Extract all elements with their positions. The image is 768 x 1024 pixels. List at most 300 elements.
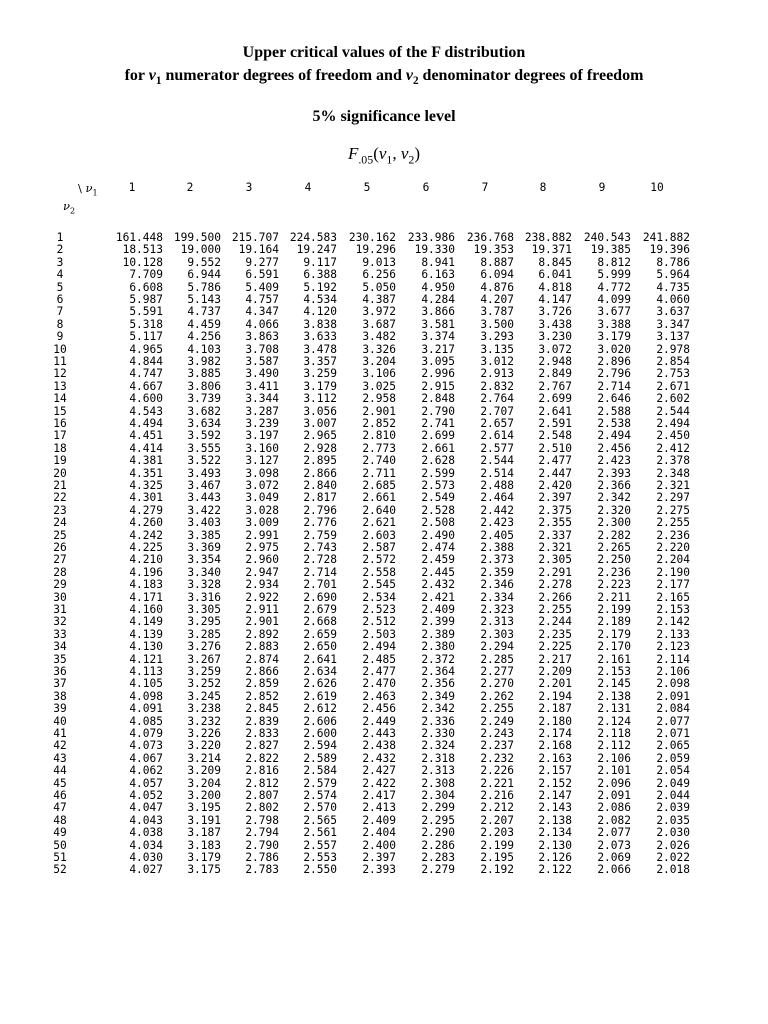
table-cell: 2.817	[303, 491, 337, 505]
row-label: 41	[53, 727, 67, 740]
table-cell: 2.283	[421, 851, 455, 864]
row-label: 28	[53, 565, 67, 579]
table-cell: 2.423	[480, 516, 514, 530]
table-cell: 2.372	[421, 652, 455, 666]
table-cell: 2.523	[362, 603, 396, 616]
row-label: 26	[53, 541, 67, 554]
table-cell: 2.294	[480, 640, 514, 654]
table-cell: 3.500	[480, 317, 514, 331]
table-cell: 2.255	[538, 603, 572, 616]
table-cell: 2.265	[597, 541, 631, 554]
table-cell: 2.412	[656, 441, 690, 455]
table-cell: 3.179	[597, 330, 631, 344]
table-cell: 4.034	[129, 838, 163, 852]
table-cell: 2.854	[656, 355, 690, 368]
table-cell: 4.207	[480, 293, 514, 306]
table-cell: 2.130	[538, 838, 572, 852]
table-cell: 2.928	[303, 441, 337, 455]
table-cell: 3.195	[187, 801, 221, 815]
table-cell: 2.221	[480, 776, 514, 790]
table-cell: 2.798	[245, 813, 279, 827]
table-title	[0, 44, 768, 62]
table-cell: 4.325	[129, 479, 163, 492]
table-cell: 2.978	[656, 342, 690, 356]
row-label: 51	[53, 851, 67, 864]
table-cell: 2.225	[538, 640, 572, 654]
table-cell: 2.641	[538, 404, 572, 418]
row-label: 25	[53, 528, 67, 542]
table-cell: 2.810	[362, 429, 396, 443]
table-cell: 2.614	[480, 429, 514, 443]
table-cell: 215.707	[231, 231, 279, 244]
table-cell: 4.105	[129, 677, 163, 691]
table-cell: 233.986	[407, 231, 455, 244]
table-cell: 2.427	[362, 764, 396, 778]
table-cell: 4.183	[129, 578, 163, 592]
table-cell: 2.349	[421, 689, 455, 703]
table-cell: 2.400	[362, 838, 396, 852]
table-cell: 4.459	[187, 317, 221, 331]
table-cell: 2.947	[245, 565, 279, 579]
table-cell: 2.612	[303, 702, 337, 716]
table-cell: 4.965	[129, 342, 163, 356]
row-label: 29	[53, 578, 67, 592]
table-cell: 4.030	[129, 851, 163, 864]
table-cell: 4.667	[129, 379, 163, 393]
table-cell: 2.534	[362, 590, 396, 604]
table-cell: 2.423	[597, 454, 631, 468]
table-cell: 2.619	[303, 689, 337, 703]
table-cell: 4.757	[245, 293, 279, 306]
table-cell: 3.739	[187, 392, 221, 406]
table-cell: 4.149	[129, 615, 163, 629]
table-cell: 5.999	[597, 268, 631, 282]
table-cell: 4.062	[129, 764, 163, 778]
row-label: 42	[53, 739, 67, 753]
table-cell: 4.171	[129, 590, 163, 604]
row-label: 34	[53, 640, 67, 654]
table-cell: 4.085	[129, 714, 163, 728]
table-cell: 2.840	[303, 479, 337, 492]
table-cell: 2.421	[421, 590, 455, 604]
table-cell: 2.417	[362, 789, 396, 802]
table-cell: 2.996	[421, 367, 455, 381]
row-label: 9	[56, 330, 64, 344]
table-cell: 2.991	[245, 528, 279, 542]
table-cell: 2.714	[303, 565, 337, 579]
table-cell: 3.687	[362, 317, 396, 331]
table-cell: 2.783	[245, 863, 279, 877]
table-cell: 5.786	[187, 280, 221, 294]
table-cell: 2.324	[421, 739, 455, 753]
table-cell: 2.668	[303, 615, 337, 629]
table-cell: 2.807	[245, 789, 279, 802]
row-label: 35	[53, 652, 67, 666]
table-cell: 2.282	[597, 528, 631, 542]
table-cell: 3.326	[362, 342, 396, 356]
table-cell: 3.209	[187, 764, 221, 778]
row-label: 4	[56, 268, 64, 282]
table-cell: 230.162	[348, 231, 396, 244]
table-cell: 2.194	[538, 689, 572, 703]
table-cell: 2.278	[538, 578, 572, 592]
table-cell: 2.114	[656, 652, 690, 666]
table-cell: 2.266	[538, 590, 572, 604]
table-cell: 4.818	[538, 280, 572, 294]
table-cell: 2.277	[480, 665, 514, 678]
table-cell: 3.098	[245, 466, 279, 480]
table-cell: 6.163	[421, 268, 455, 282]
table-cell: 2.634	[303, 665, 337, 678]
table-cell: 2.679	[303, 603, 337, 616]
row-label: 1	[56, 231, 64, 244]
table-cell: 2.958	[362, 392, 396, 406]
table-cell: 10.128	[122, 255, 163, 269]
table-cell: 4.534	[303, 293, 337, 306]
table-cell: 2.822	[245, 751, 279, 765]
table-cell: 3.226	[187, 727, 221, 740]
table-cell: 2.960	[245, 553, 279, 567]
table-cell: 3.197	[245, 429, 279, 443]
table-cell: 2.054	[656, 764, 690, 778]
table-cell: 3.347	[656, 317, 690, 331]
table-cell: 3.245	[187, 689, 221, 703]
table-cell: 6.591	[245, 268, 279, 282]
table-cell: 236.768	[466, 231, 514, 244]
table-cell: 5.050	[362, 280, 396, 294]
table-cell: 2.026	[656, 838, 690, 852]
table-cell: 2.584	[303, 764, 337, 778]
table-cell: 3.232	[187, 714, 221, 728]
row-label: 33	[53, 627, 67, 641]
table-cell: 2.286	[421, 838, 455, 852]
table-cell: 4.387	[362, 293, 396, 306]
table-cell: 2.420	[538, 479, 572, 492]
table-cell: 3.230	[538, 330, 572, 344]
table-cell: 3.056	[303, 404, 337, 418]
table-cell: 2.570	[303, 801, 337, 815]
table-cell: 2.389	[421, 627, 455, 641]
table-cell: 2.606	[303, 714, 337, 728]
table-cell: 2.690	[303, 590, 337, 604]
table-cell: 2.255	[480, 702, 514, 716]
table-cell: 2.588	[597, 404, 631, 418]
table-cell: 3.217	[421, 342, 455, 356]
table-cell: 2.714	[597, 379, 631, 393]
table-cell: 3.049	[245, 491, 279, 505]
table-cell: 3.179	[303, 379, 337, 393]
table-cell: 2.767	[538, 379, 572, 393]
table-cell: 4.747	[129, 367, 163, 381]
row-label: 27	[53, 553, 67, 567]
table-cell: 2.285	[480, 652, 514, 666]
table-cell: 3.160	[245, 441, 279, 455]
table-cell: 5.117	[129, 330, 163, 344]
table-cell: 4.139	[129, 627, 163, 641]
table-cell: 2.356	[421, 677, 455, 691]
row-label: 7	[56, 305, 64, 319]
table-cell: 19.396	[649, 243, 690, 257]
table-cell: 6.388	[303, 268, 337, 282]
table-cell: 2.488	[480, 479, 514, 492]
table-cell: 4.043	[129, 813, 163, 827]
table-cell: 2.508	[421, 516, 455, 530]
table-cell: 2.118	[597, 727, 631, 740]
table-cell: 2.549	[421, 491, 455, 505]
formula-label: $F_{.05}(\nu_1$, $\nu_2$)	[347, 144, 421, 167]
column-header: 4	[304, 181, 312, 194]
row-label: 43	[53, 751, 67, 765]
table-cell: 2.602	[656, 392, 690, 406]
table-cell: 2.177	[656, 578, 690, 592]
table-cell: 2.168	[538, 739, 572, 753]
table-cell: 2.896	[597, 355, 631, 368]
table-cell: 2.796	[597, 367, 631, 381]
table-cell: 8.941	[421, 255, 455, 269]
table-cell: 19.247	[296, 243, 337, 257]
table-cell: 2.049	[656, 776, 690, 790]
table-cell: 2.346	[480, 578, 514, 592]
table-cell: 2.204	[656, 553, 690, 567]
table-cell: 2.035	[656, 813, 690, 827]
table-cell: 3.438	[538, 317, 572, 331]
table-cell: 2.557	[303, 838, 337, 852]
table-cell: 2.699	[421, 429, 455, 443]
table-cell: 2.297	[656, 491, 690, 505]
table-cell: 2.153	[597, 665, 631, 678]
row-label: 14	[53, 392, 67, 406]
table-cell: 9.013	[362, 255, 396, 269]
table-cell: 2.591	[538, 417, 572, 430]
table-cell: 2.237	[480, 739, 514, 753]
table-cell: 2.827	[245, 739, 279, 753]
table-cell: 3.191	[187, 813, 221, 827]
table-cell: 2.589	[303, 751, 337, 765]
table-cell: 3.592	[187, 429, 221, 443]
table-cell: 3.522	[187, 454, 221, 468]
table-cell: 3.340	[187, 565, 221, 579]
table-cell: 8.887	[480, 255, 514, 269]
table-cell: 2.223	[597, 578, 631, 592]
table-cell: 2.599	[421, 466, 455, 480]
column-header: 1	[128, 181, 136, 194]
table-cell: 2.375	[538, 503, 572, 517]
table-cell: 4.279	[129, 503, 163, 517]
table-cell: 4.147	[538, 293, 572, 306]
row-label: 2	[56, 243, 64, 257]
table-cell: 2.512	[362, 615, 396, 629]
table-cell: 2.773	[362, 441, 396, 455]
table-cell: 2.091	[656, 689, 690, 703]
table-cell: 4.737	[187, 305, 221, 319]
table-cell: 199.500	[173, 231, 221, 244]
table-cell: 2.558	[362, 565, 396, 579]
table-cell: 2.308	[421, 776, 455, 790]
table-cell: 4.160	[129, 603, 163, 616]
column-header: 9	[598, 181, 606, 194]
table-cell: 3.385	[187, 528, 221, 542]
table-cell: 2.071	[656, 727, 690, 740]
table-cell: 2.707	[480, 404, 514, 418]
table-cell: 2.152	[538, 776, 572, 790]
table-cell: 2.538	[597, 417, 631, 430]
table-cell: 4.079	[129, 727, 163, 740]
row-label: 11	[53, 355, 67, 368]
table-cell: 3.403	[187, 516, 221, 530]
table-cell: 3.072	[245, 479, 279, 492]
table-cell: 3.677	[597, 305, 631, 319]
table-cell: 2.342	[597, 491, 631, 505]
table-cell: 3.007	[303, 417, 337, 430]
table-cell: 3.252	[187, 677, 221, 691]
table-cell: 4.256	[187, 330, 221, 344]
table-cell: 2.965	[303, 429, 337, 443]
table-cell: 2.474	[421, 541, 455, 554]
table-cell: 2.022	[656, 851, 690, 864]
nu-symbol: ν	[148, 67, 156, 84]
table-cell: 4.067	[129, 751, 163, 765]
table-cell: 224.583	[289, 231, 337, 244]
table-cell: 2.318	[421, 751, 455, 765]
table-cell: 2.477	[362, 665, 396, 678]
table-cell: 3.135	[480, 342, 514, 356]
table-cell: 2.849	[538, 367, 572, 381]
table-cell: 2.740	[362, 454, 396, 468]
table-cell: 2.179	[597, 627, 631, 641]
table-cell: 3.637	[656, 305, 690, 319]
table-cell: 3.025	[362, 379, 396, 393]
table-cell: 2.086	[597, 801, 631, 815]
table-cell: 2.106	[597, 751, 631, 765]
row-label: 12	[53, 367, 67, 381]
table-cell: 3.183	[187, 838, 221, 852]
table-cell: 8.786	[656, 255, 690, 269]
table-cell: 2.866	[303, 466, 337, 480]
table-cell: 4.876	[480, 280, 514, 294]
table-cell: 3.388	[597, 317, 631, 331]
table-cell: 2.187	[538, 702, 572, 716]
table-cell: 4.414	[129, 441, 163, 455]
table-cell: 2.147	[538, 789, 572, 802]
table-cell: 2.270	[480, 677, 514, 691]
table-cell: 4.600	[129, 392, 163, 406]
table-cell: 3.493	[187, 466, 221, 480]
table-cell: 6.608	[129, 280, 163, 294]
table-cell: 2.203	[480, 826, 514, 840]
table-cell: 3.555	[187, 441, 221, 455]
table-cell: 2.573	[421, 479, 455, 492]
table-cell: 4.052	[129, 789, 163, 802]
table-cell: 2.561	[303, 826, 337, 840]
table-cell: 3.287	[245, 404, 279, 418]
table-cell: 3.175	[187, 863, 221, 877]
table-cell: 3.374	[421, 330, 455, 344]
table-cell: 2.432	[421, 578, 455, 592]
table-cell: 2.217	[538, 652, 572, 666]
table-cell: 2.852	[245, 689, 279, 703]
table-cell: 2.096	[597, 776, 631, 790]
table-cell: 2.948	[538, 355, 572, 368]
table-cell: 19.385	[590, 243, 631, 257]
table-cell: 2.913	[480, 367, 514, 381]
table-cell: 2.671	[656, 379, 690, 393]
table-cell: 2.553	[303, 851, 337, 864]
row-label: 3	[56, 255, 64, 269]
row-label: 47	[53, 801, 67, 815]
table-cell: 2.337	[538, 528, 572, 542]
row-label: 21	[53, 479, 67, 492]
table-cell: 4.098	[129, 689, 163, 703]
table-cell: 3.293	[480, 330, 514, 344]
table-cell: 3.866	[421, 305, 455, 319]
table-cell: 2.833	[245, 727, 279, 740]
row-label: 48	[53, 813, 67, 827]
table-cell: 2.393	[362, 863, 396, 877]
table-cell: 4.451	[129, 429, 163, 443]
nu-symbol: ν	[405, 67, 413, 84]
table-cell: 2.145	[597, 677, 631, 691]
table-cell: 2.290	[421, 826, 455, 840]
table-cell: 2.646	[597, 392, 631, 406]
table-cell: 3.982	[187, 355, 221, 368]
table-cell: 2.832	[480, 379, 514, 393]
table-cell: 2.514	[480, 466, 514, 480]
table-cell: 2.845	[245, 702, 279, 716]
table-cell: 3.708	[245, 342, 279, 356]
table-cell: 3.305	[187, 603, 221, 616]
table-cell: 2.364	[421, 665, 455, 678]
table-cell: 2.142	[656, 615, 690, 629]
table-cell: 4.347	[245, 305, 279, 319]
table-cell: 3.295	[187, 615, 221, 629]
table-cell: 3.200	[187, 789, 221, 802]
table-cell: 19.330	[414, 243, 455, 257]
table-cell: 2.101	[597, 764, 631, 778]
table-cell: 2.463	[362, 689, 396, 703]
table-cell: 2.249	[480, 714, 514, 728]
table-cell: 2.661	[362, 491, 396, 505]
table-cell: 2.124	[597, 714, 631, 728]
table-cell: 2.304	[421, 789, 455, 802]
table-cell: 2.153	[656, 603, 690, 616]
table-cell: 2.621	[362, 516, 396, 530]
table-cell: 2.305	[538, 553, 572, 567]
table-cell: 2.397	[538, 491, 572, 505]
table-cell: 2.366	[597, 479, 631, 492]
table-cell: 2.190	[656, 565, 690, 579]
table-cell: 2.262	[480, 689, 514, 703]
table-cell: 4.038	[129, 826, 163, 840]
table-cell: 9.117	[303, 255, 337, 269]
table-cell: 2.207	[480, 813, 514, 827]
table-cell: 2.275	[656, 503, 690, 517]
table-cell: 2.174	[538, 727, 572, 740]
table-cell: 2.901	[245, 615, 279, 629]
table-cell: 2.895	[303, 454, 337, 468]
table-cell: 3.259	[303, 367, 337, 381]
table-cell: 3.581	[421, 317, 455, 331]
table-cell: 4.260	[129, 516, 163, 530]
table-cell: 4.130	[129, 640, 163, 654]
table-cell: 2.728	[303, 553, 337, 567]
table-cell: 2.445	[421, 565, 455, 579]
table-cell: 2.464	[480, 491, 514, 505]
table-cell: 2.279	[421, 863, 455, 877]
table-cell: 2.163	[538, 751, 572, 765]
table-cell: 2.359	[480, 565, 514, 579]
table-cell: 2.126	[538, 851, 572, 864]
table-cell: 2.059	[656, 751, 690, 765]
